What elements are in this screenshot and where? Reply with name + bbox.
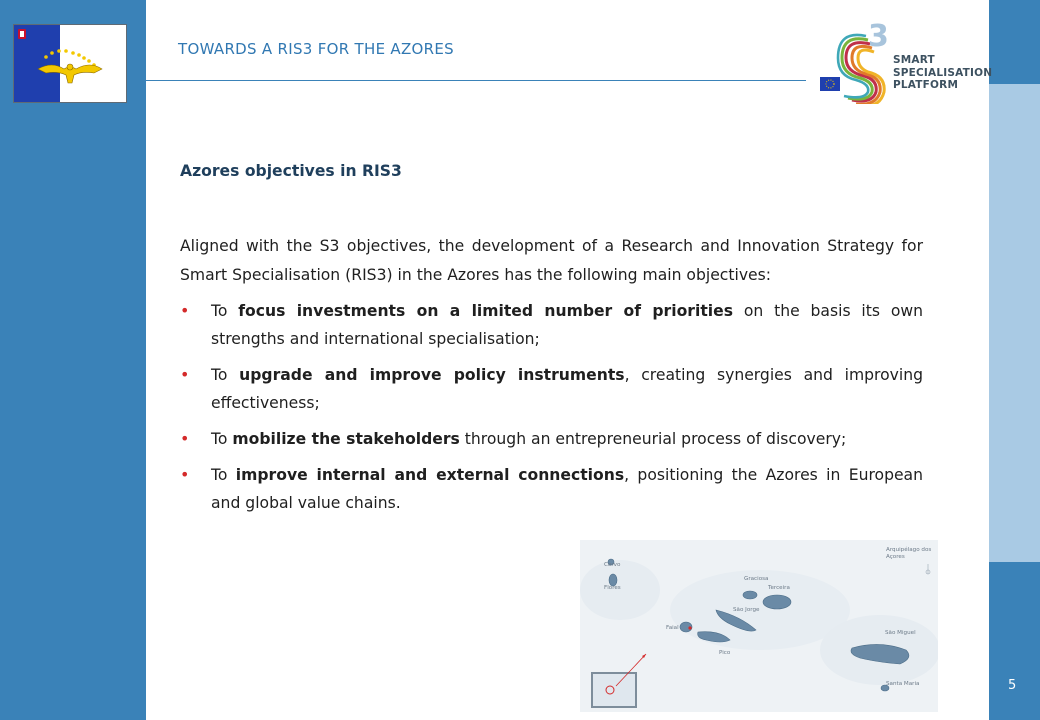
- list-item: • To upgrade and improve policy instruments, creating synergies and improving effectiveness;: [180, 361, 923, 417]
- map-title-line1: Arquipélago dos: [886, 547, 932, 553]
- map-label-pico: Pico: [719, 650, 731, 656]
- page-number: 5: [1008, 678, 1017, 693]
- logo-text: [893, 54, 992, 92]
- logo-line-platform: PLATFORM: [893, 79, 959, 91]
- map-label-flores: Flores: [604, 585, 621, 591]
- section-subtitle: Azores objectives in RIS3: [180, 162, 402, 180]
- main-content: [180, 160, 923, 517]
- header-divider: [146, 80, 806, 81]
- map-label-terceira: Terceira: [768, 585, 790, 591]
- list-item: • To improve internal and external connections, positioning the Azores in European and global value chains.: [180, 461, 923, 517]
- azores-map-icon: [580, 540, 938, 712]
- map-label-sao-miguel: São Miguel: [885, 630, 916, 636]
- page-header-title: TOWARDS A RIS3 FOR THE AZORES: [178, 40, 454, 58]
- map-label-corvo: Corvo: [604, 562, 621, 568]
- azores-map-image: [580, 540, 938, 712]
- right-side-bar-light: [989, 84, 1040, 562]
- logo-line-specialisation: SPECIALISATION: [893, 66, 993, 79]
- intro-paragraph: Aligned with the S3 objectives, the development of a Research and Innovation Strategy for Smart Specialisation (RIS3) in the Azores has the following main objectives:: [180, 237, 923, 284]
- map-label-santa-maria: Santa Maria: [886, 681, 920, 687]
- logo-mark: 3: [868, 20, 889, 54]
- azores-flag-icon: [14, 25, 127, 103]
- objectives-list: [180, 297, 923, 517]
- left-side-bar: [0, 0, 146, 720]
- map-label-graciosa: Graciosa: [744, 576, 769, 582]
- list-item: • To focus investments on a limited number of priorities on the basis its own strengths and international specialisation;: [180, 297, 923, 353]
- map-title-line2: Açores: [886, 554, 905, 560]
- azores-flag-image: [13, 24, 127, 103]
- map-label-sao-jorge: São Jorge: [733, 607, 760, 613]
- list-item: • To mobilize the stakeholders through an entrepreneurial process of discovery;: [180, 425, 923, 453]
- logo-line-smart: SMART: [893, 54, 935, 66]
- map-label-faial: Faial: [666, 625, 679, 631]
